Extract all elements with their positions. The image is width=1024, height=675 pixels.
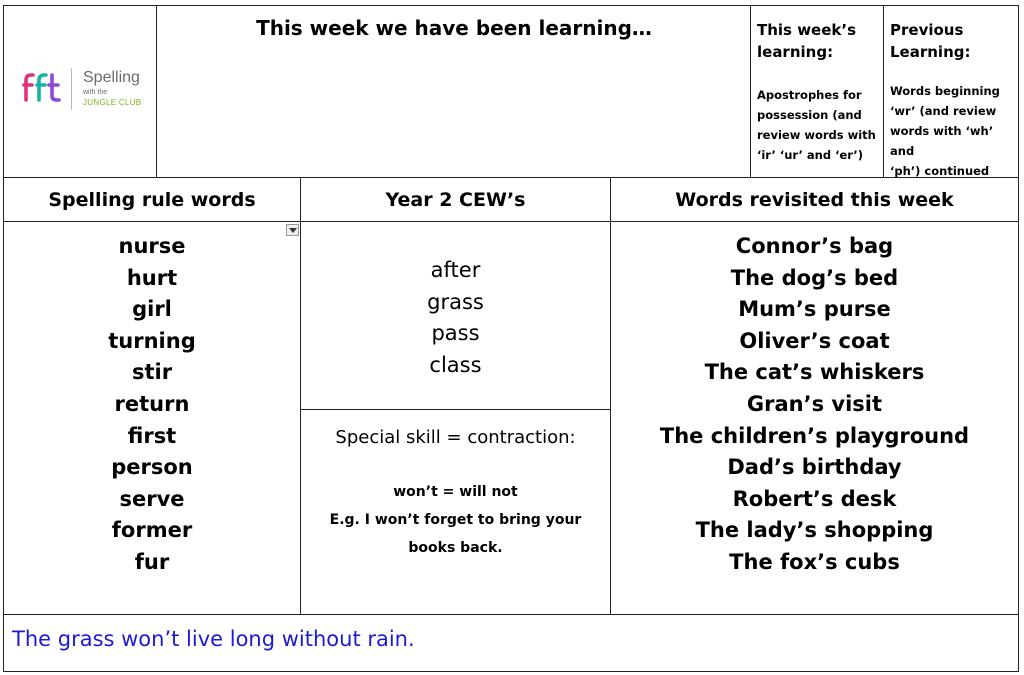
grid-line bbox=[3, 177, 1019, 178]
heading-line: learning: bbox=[757, 43, 834, 61]
list-item: Oliver’s coat bbox=[739, 328, 890, 353]
page-title: This week we have been learning… bbox=[256, 16, 652, 40]
list-item: return bbox=[114, 391, 190, 416]
list-item: The cat’s whiskers bbox=[704, 360, 925, 385]
list-item: after bbox=[430, 258, 481, 282]
special-skill-box bbox=[301, 427, 610, 562]
list-item: Dad’s birthday bbox=[727, 455, 902, 480]
grid-line bbox=[883, 5, 884, 177]
list-item: Gran’s visit bbox=[746, 391, 883, 416]
previous-learning-panel bbox=[890, 19, 1018, 181]
list-item: Robert’s desk bbox=[732, 486, 897, 511]
heading-line: This week’s bbox=[757, 21, 857, 39]
body-line: review words with bbox=[757, 128, 876, 142]
revisited-heading: Words revisited this week bbox=[675, 189, 954, 211]
special-skill-body bbox=[301, 478, 610, 562]
list-item: nurse bbox=[118, 234, 186, 258]
skill-line: books back. bbox=[408, 540, 503, 556]
body-line: Words beginning bbox=[890, 84, 1000, 98]
this-week-panel bbox=[757, 19, 879, 165]
logo-letter bbox=[49, 75, 59, 100]
list-item: stir bbox=[131, 360, 173, 385]
fft-logo-mark bbox=[22, 72, 62, 102]
logo-divider bbox=[71, 68, 72, 110]
logo-letter bbox=[24, 75, 33, 100]
cew-heading: Year 2 CEW’s bbox=[385, 189, 526, 211]
list-item: Connor’s bag bbox=[735, 234, 894, 258]
list-item: serve bbox=[119, 486, 185, 511]
list-item: girl bbox=[132, 297, 172, 322]
list-item: The fox’s cubs bbox=[729, 549, 900, 574]
skill-line: E.g. I won’t forget to bring your bbox=[329, 512, 582, 528]
body-line: ‘ir’ ‘ur’ and ‘er’) bbox=[757, 148, 864, 162]
grid-line bbox=[3, 614, 1019, 615]
list-item: former bbox=[111, 518, 193, 543]
cew-list bbox=[301, 255, 610, 381]
spelling-rule-heading: Spelling rule words bbox=[48, 189, 256, 211]
list-item: first bbox=[127, 423, 177, 448]
grid-line bbox=[301, 409, 611, 410]
special-skill-title: Special skill = contraction: bbox=[335, 427, 576, 448]
grid-line bbox=[3, 221, 1019, 222]
list-item: The dog’s bed bbox=[730, 265, 899, 290]
logo-with-text: with the bbox=[83, 89, 108, 96]
body-line: ‘ph’) continued bbox=[890, 164, 990, 178]
previous-body bbox=[890, 81, 1018, 181]
list-item: pass bbox=[431, 321, 480, 346]
logo-club-text: JUNGLE CLUB bbox=[83, 98, 142, 107]
body-line: ‘wr’ (and review bbox=[890, 104, 997, 118]
spelling-rule-list bbox=[4, 231, 300, 579]
list-item: grass bbox=[427, 289, 484, 314]
previous-heading bbox=[890, 19, 1018, 63]
body-line: words with ‘wh’ and bbox=[890, 124, 994, 158]
list-item: hurt bbox=[126, 265, 178, 290]
body-line: possession (and bbox=[757, 108, 862, 122]
list-item: person bbox=[111, 455, 193, 480]
list-item: The lady’s shopping bbox=[695, 518, 934, 543]
body-line: Apostrophes for bbox=[757, 88, 862, 102]
this-week-body bbox=[757, 85, 879, 165]
skill-line: won’t = will not bbox=[393, 484, 518, 500]
logo-brand: Spelling bbox=[83, 69, 140, 86]
heading-line: Previous bbox=[890, 21, 964, 39]
this-week-heading bbox=[757, 19, 879, 63]
list-item: fur bbox=[134, 549, 170, 574]
logo bbox=[22, 66, 147, 116]
grid-line bbox=[156, 5, 157, 177]
grid-line bbox=[750, 5, 751, 177]
list-item: The children’s playground bbox=[659, 423, 970, 448]
list-item: turning bbox=[108, 328, 196, 353]
list-item: class bbox=[429, 352, 482, 377]
dictation-sentence: The grass won’t live long without rain. bbox=[12, 627, 415, 651]
revisited-list bbox=[611, 231, 1018, 579]
list-item: Mum’s purse bbox=[738, 297, 891, 322]
heading-line: Learning: bbox=[890, 43, 971, 61]
logo-letter bbox=[37, 75, 46, 100]
